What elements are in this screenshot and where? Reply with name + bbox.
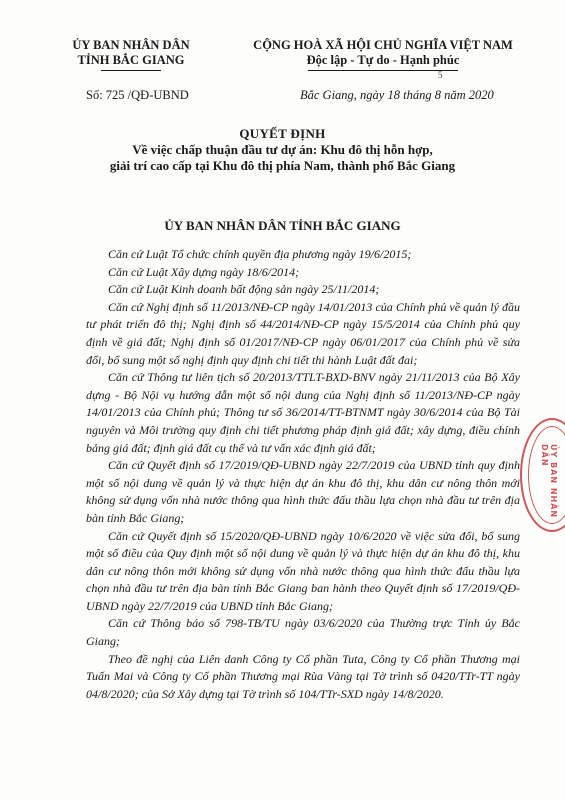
agency-province: TỈNH BẮC GIANG [77,53,185,67]
nation-name: CỘNG HOÀ XÃ HỘI CHỦ NGHĨA VIỆT NAM [253,38,513,52]
basis-paragraph: Căn cứ Quyết định số 17/2019/QĐ-UBND ngày 22/7/2019 của UBND tỉnh quy định một số nội dung về quản lý và thực hiện dự án khu đô thị, khu dân cư nông thôn mới không sử dụng vốn nhà nước thông qua hình thức đấu thầu lựa chọn nhà đầu tư trên địa bàn tỉnh Bắc Giang; [86,458,520,525]
official-seal [520,418,565,532]
document-number: Số: 725 /QĐ-UBND [86,88,189,102]
legal-basis [86,246,520,703]
issuing-body: ỦY BAN NHÂN DÂN TỈNH BẮC GIANG [164,218,401,233]
title-subject-line2: giải trí cao cấp tại Khu đô thị phía Nam, thành phố Bắc Giang [109,158,456,173]
basis-paragraph: Căn cứ Luật Tổ chức chính quyền địa phương ngày 19/6/2015; [108,247,412,261]
basis-paragraph: Căn cứ Nghị định số 11/2013/NĐ-CP ngày 14/01/2013 của Chính phủ về quản lý đầu tư phát triển đô thị; Nghị định số 44/2014/NĐ-CP ngày 15/5/2014 của Chính phủ quy định về giá đất; Nghị định số 01/2017/NĐ-CP ngày 06/01/2017 của Chính phủ về sửa đổi, bổ sung một số nghị định quy định chi tiết thi hành Luật đất đai; [86,299,520,367]
basis-paragraph: Căn cứ Thông tư liên tịch số 20/2013/TTLT-BXD-BNV ngày 21/11/2013 của Bộ Xây dựng - Bộ Nội vụ hướng dẫn một số nội dung của Nghị định số 11/2013/NĐ-CP ngày 14/01/2013 của Chính phủ; Thông tư số 36/2014/TT-BTNMT ngày 30/6/2014 của Bộ Tài nguyên và Môi trường quy định chi tiết phương pháp định giá đất; xây dựng, điều chỉnh bảng giá đất; định giá đất cụ thể và tư vấn xác định giá đất; [86,370,520,455]
title-subject-line1: Về việc chấp thuận đầu tư dự án: Khu đô thị hỗn hợp, [132,142,433,157]
title-main: QUYẾT ĐỊNH [239,126,326,141]
basis-paragraph: Theo đề nghị của Liên danh Công ty Cổ phần Tuta, Công ty Cổ phần Thương mại Tuấn Mai và Công ty Cổ phần Thương mại Rùa Vàng tại Tờ trình số 0420/TTr-TT ngày 04/8/2020; của Sở Xây dựng tại Tờ trình số 104/TTr-SXD ngày 14/8/2020. [86,651,520,701]
agency-header [56,38,206,71]
basis-paragraph: Căn cứ Thông báo số 798-TB/TU ngày 03/6/2020 của Thường trực Tỉnh ủy Bắc Giang; [86,616,520,649]
basis-paragraph: Căn cứ Luật Kinh doanh bất động sản ngày 25/11/2014; [108,282,380,297]
decision-title [0,126,565,174]
page-mark: 5 [438,70,443,80]
document-date: Bắc Giang, ngày 18 tháng 8 năm 2020 [300,88,494,102]
agency-underline [101,70,161,71]
national-header [228,38,538,71]
basis-paragraph: Căn cứ Quyết định số 15/2020/QĐ-UBND ngày 10/6/2020 về việc sửa đổi, bổ sung một số điều của Quy định một số nội dung về quản lý và thực hiện dự án khu đô thị, khu dân cư nông thôn mới không sử dụng vốn nhà nước thông qua hình thức đấu thầu lựa chọn nhà đầu tư trên địa bàn tỉnh Bắc Giang ban hành theo Quyết định số 17/2019/QĐ-UBND ngày 22/7/2019 của UBND tỉnh Bắc Giang; [86,528,520,613]
agency-name: ỦY BAN NHÂN DÂN [72,38,190,52]
seal-text: ỦY BAN NHÂN DÂN [540,444,558,519]
motto-underline [308,70,458,71]
national-motto: Độc lập - Tự do - Hạnh phúc [306,53,460,67]
basis-paragraph: Căn cứ Luật Xây dựng ngày 18/6/2014; [108,264,300,279]
